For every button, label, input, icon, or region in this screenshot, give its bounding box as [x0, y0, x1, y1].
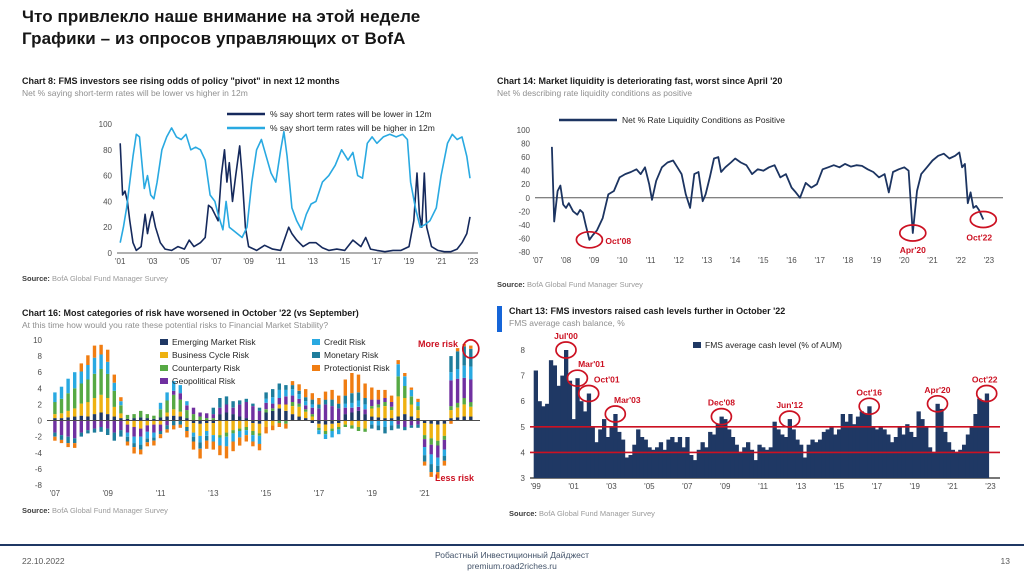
- svg-text:'10: '10: [617, 256, 628, 265]
- chart13-panel: [497, 306, 1015, 518]
- svg-text:'23: '23: [983, 256, 995, 265]
- svg-text:-60: -60: [518, 234, 530, 244]
- source-text: BofA Global Fund Manager Survey: [52, 274, 168, 283]
- chart8-subtitle: Net % saying short-term rates will be lower vs higher in 12m: [22, 88, 248, 98]
- svg-text:'11: '11: [275, 257, 286, 266]
- footer: [0, 549, 1024, 576]
- footer-center: [0, 550, 1024, 572]
- svg-text:'13: '13: [307, 257, 318, 266]
- chart13-title-row: [497, 306, 1015, 332]
- svg-text:0: 0: [107, 249, 112, 258]
- svg-text:'23: '23: [467, 257, 479, 266]
- page-title-line2: Графики – из опросов управляющих от BofA: [22, 29, 406, 48]
- svg-text:'17: '17: [871, 482, 883, 491]
- svg-text:40: 40: [521, 166, 530, 176]
- svg-text:'23: '23: [985, 482, 996, 491]
- chart14-title: Chart 14: Market liquidity is deteriorating fast, worst since April '20: [497, 76, 783, 86]
- svg-text:'16: '16: [786, 256, 797, 265]
- svg-text:'11: '11: [645, 256, 656, 265]
- chart13-subtitle: FMS average cash balance, %: [509, 318, 625, 328]
- svg-text:'08: '08: [560, 256, 572, 265]
- svg-text:'01: '01: [114, 257, 126, 266]
- chart16-source: [22, 506, 488, 515]
- svg-text:'07: '07: [49, 489, 61, 498]
- svg-text:6: 6: [520, 397, 525, 407]
- page-title: [22, 6, 420, 50]
- svg-text:More risk: More risk: [417, 339, 458, 349]
- svg-text:'09: '09: [588, 256, 600, 265]
- svg-text:'07: '07: [532, 256, 544, 265]
- svg-text:-2: -2: [34, 432, 42, 442]
- svg-text:2: 2: [37, 400, 42, 410]
- svg-text:'17: '17: [814, 256, 825, 265]
- chart16-figure: [22, 332, 488, 504]
- source-label: Source:: [509, 509, 537, 518]
- svg-text:10: 10: [33, 336, 42, 345]
- svg-text:Apr'20: Apr'20: [924, 384, 951, 395]
- svg-text:Dec'08: Dec'08: [707, 397, 735, 408]
- svg-text:0: 0: [37, 416, 42, 426]
- svg-text:6: 6: [37, 368, 42, 378]
- chart14-subtitle: Net % describing rate liquidity conditions as positive: [497, 88, 693, 98]
- source-text: BofA Global Fund Manager Survey: [539, 509, 655, 518]
- svg-text:'99: '99: [530, 482, 541, 491]
- svg-text:0: 0: [525, 193, 530, 203]
- svg-text:'17: '17: [371, 257, 383, 266]
- svg-text:-4: -4: [34, 448, 42, 458]
- svg-text:5: 5: [520, 422, 525, 432]
- svg-text:40: 40: [103, 197, 112, 207]
- svg-text:% say short term rates will be: % say short term rates will be lower in 12m: [270, 109, 432, 119]
- chart14-figure: [497, 100, 1015, 278]
- svg-text:FMS average cash level (% of A: FMS average cash level (% of AUM): [705, 340, 842, 350]
- svg-text:Mar'01: Mar'01: [578, 359, 605, 370]
- svg-text:3: 3: [520, 474, 525, 483]
- footer-digest-name: Робастный Инвестиционный Дайджест: [434, 550, 590, 560]
- svg-text:Jul'00: Jul'00: [554, 332, 578, 341]
- source-text: BofA Global Fund Manager Survey: [527, 280, 643, 289]
- svg-text:'19: '19: [366, 489, 377, 498]
- svg-text:% say short term rates will be: % say short term rates will be higher in 12m: [270, 123, 435, 133]
- svg-text:Oct'16: Oct'16: [856, 387, 883, 398]
- svg-text:'15: '15: [833, 482, 845, 491]
- svg-text:Net % Rate Liquidity Condition: Net % Rate Liquidity Conditions as Positive: [622, 115, 785, 125]
- svg-text:'15: '15: [758, 256, 769, 265]
- svg-text:Credit Risk: Credit Risk: [324, 337, 366, 347]
- svg-text:'05: '05: [644, 482, 655, 491]
- svg-text:-40: -40: [518, 220, 530, 230]
- svg-text:'21: '21: [927, 256, 938, 265]
- source-label: Source:: [22, 274, 50, 283]
- svg-text:Emerging Market Risk: Emerging Market Risk: [172, 337, 256, 347]
- svg-text:Protectionist Risk: Protectionist Risk: [324, 363, 390, 373]
- source-label: Source:: [497, 280, 525, 289]
- svg-text:Less risk: Less risk: [434, 473, 474, 483]
- svg-text:'19: '19: [909, 482, 920, 491]
- chart16-title: Chart 16: Most categories of risk have worsened in October '22 (vs September): [22, 308, 359, 318]
- svg-text:100: 100: [98, 120, 112, 129]
- chart13-title: Chart 13: FMS investors raised cash levels further in October '22: [509, 306, 786, 316]
- chart13-source: [509, 509, 1015, 518]
- svg-text:Business Cycle Risk: Business Cycle Risk: [172, 350, 249, 360]
- svg-text:'22: '22: [955, 256, 966, 265]
- svg-text:100: 100: [516, 126, 530, 135]
- source-text: BofA Global Fund Manager Survey: [52, 506, 168, 515]
- chart14-panel: [497, 76, 1015, 289]
- svg-text:'14: '14: [729, 256, 741, 265]
- svg-text:'15: '15: [260, 489, 272, 498]
- svg-text:Monetary Risk: Monetary Risk: [324, 350, 379, 360]
- svg-text:-20: -20: [518, 207, 530, 217]
- svg-text:4: 4: [37, 384, 42, 394]
- svg-text:'19: '19: [403, 257, 415, 266]
- svg-text:Mar'03: Mar'03: [613, 395, 641, 405]
- footer-page-number: 13: [1000, 556, 1010, 566]
- svg-text:Jun'12: Jun'12: [776, 400, 803, 411]
- svg-text:20: 20: [103, 223, 112, 233]
- svg-text:'09: '09: [719, 482, 731, 491]
- svg-text:20: 20: [521, 180, 530, 190]
- svg-text:'17: '17: [313, 489, 325, 498]
- svg-text:Oct'22: Oct'22: [966, 232, 993, 243]
- svg-text:60: 60: [103, 171, 112, 181]
- accent-bar: [497, 306, 502, 332]
- svg-text:Apr'20: Apr'20: [899, 245, 926, 256]
- svg-text:'18: '18: [842, 256, 854, 265]
- footer-date: 22.10.2022: [22, 556, 65, 566]
- svg-text:'12: '12: [673, 256, 685, 265]
- svg-text:Oct'22: Oct'22: [971, 374, 998, 385]
- svg-text:'11: '11: [155, 489, 166, 498]
- chart8-figure: [22, 100, 488, 272]
- svg-text:8: 8: [520, 346, 525, 355]
- svg-text:'21: '21: [947, 482, 958, 491]
- svg-text:80: 80: [521, 139, 530, 149]
- svg-text:'21: '21: [419, 489, 430, 498]
- svg-text:'13: '13: [701, 256, 713, 265]
- svg-text:60: 60: [521, 153, 530, 163]
- chart16-subtitle: At this time how would you rate these potential risks to Financial Market Stability?: [22, 320, 329, 330]
- chart8-source: [22, 274, 488, 283]
- chart16-panel: [22, 308, 488, 515]
- svg-text:-80: -80: [518, 248, 530, 257]
- page-title-line1: Что привлекло наше внимание на этой неделе: [22, 7, 421, 26]
- svg-text:-6: -6: [34, 464, 42, 474]
- chart14-source: [497, 280, 1015, 289]
- svg-text:'09: '09: [102, 489, 113, 498]
- svg-text:'05: '05: [179, 257, 190, 266]
- chart8-title: Chart 8: FMS investors see rising odds of policy "pivot" in next 12 months: [22, 76, 340, 86]
- svg-text:'15: '15: [339, 257, 351, 266]
- svg-text:'07: '07: [682, 482, 693, 491]
- svg-text:Oct'01: Oct'01: [593, 374, 620, 385]
- svg-text:4: 4: [520, 448, 525, 458]
- svg-text:'13: '13: [795, 482, 807, 491]
- svg-text:'13: '13: [208, 489, 219, 498]
- svg-text:'11: '11: [758, 482, 769, 491]
- source-label: Source:: [22, 506, 50, 515]
- footer-site-link[interactable]: premium.road2riches.ru: [467, 561, 557, 571]
- svg-text:7: 7: [520, 371, 525, 381]
- svg-text:'03: '03: [147, 257, 158, 266]
- svg-text:'07: '07: [211, 257, 222, 266]
- svg-text:Geopolitical Risk: Geopolitical Risk: [172, 376, 236, 386]
- svg-text:'20: '20: [899, 256, 910, 265]
- svg-text:'03: '03: [606, 482, 617, 491]
- svg-text:Counterparty Risk: Counterparty Risk: [172, 363, 241, 373]
- svg-text:8: 8: [37, 352, 42, 362]
- svg-text:'01: '01: [568, 482, 579, 491]
- svg-text:'21: '21: [435, 257, 447, 266]
- svg-text:Oct'08: Oct'08: [605, 235, 632, 246]
- chart13-figure: [500, 332, 1015, 507]
- svg-text:'19: '19: [870, 256, 882, 265]
- svg-text:'09: '09: [243, 257, 254, 266]
- svg-text:80: 80: [103, 145, 112, 155]
- footer-rule: [0, 544, 1024, 546]
- chart8-panel: [22, 76, 488, 283]
- svg-text:-8: -8: [34, 481, 42, 490]
